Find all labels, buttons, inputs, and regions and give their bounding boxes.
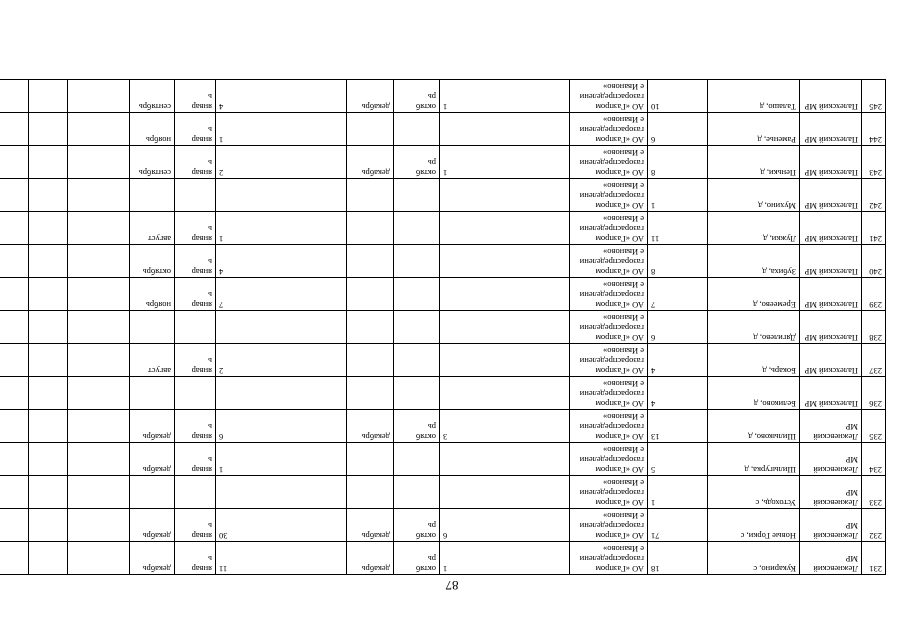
table-cell xyxy=(394,113,440,146)
table-cell: 1 xyxy=(440,80,570,113)
table-cell: АО «Газпром газораспределени е Иваново» xyxy=(570,179,648,212)
table-cell: октяб рь xyxy=(394,80,440,113)
table-cell xyxy=(0,212,29,245)
table-cell: 237 xyxy=(862,344,886,377)
table-cell: 2 xyxy=(216,344,347,377)
table-cell xyxy=(175,476,216,509)
table-cell xyxy=(394,344,440,377)
table-row xyxy=(0,443,886,476)
table-cell: 7 xyxy=(648,278,708,311)
table-cell xyxy=(29,443,68,476)
table-cell: октяб рь xyxy=(394,542,440,575)
table-cell xyxy=(29,179,68,212)
table-cell: октяб рь xyxy=(394,410,440,443)
table-cell: Раменье, д xyxy=(708,113,800,146)
table-cell: 6 xyxy=(440,509,570,542)
table-cell: 7 xyxy=(216,278,347,311)
table-cell xyxy=(29,344,68,377)
table-cell: декабрь xyxy=(130,443,175,476)
table-cell xyxy=(347,212,394,245)
table-cell: 71 xyxy=(648,509,708,542)
table-cell: 30 xyxy=(216,509,347,542)
table-cell: Палехский МР xyxy=(800,377,862,410)
table-cell xyxy=(394,212,440,245)
table-cell xyxy=(68,311,130,344)
table-cell: Палехский МР xyxy=(800,179,862,212)
table-cell: 8 xyxy=(648,245,708,278)
table-cell xyxy=(440,443,570,476)
table-cell xyxy=(29,476,68,509)
table-cell: 11 xyxy=(648,212,708,245)
table-cell: 6 xyxy=(216,410,347,443)
table-cell xyxy=(347,113,394,146)
table-cell: 240 xyxy=(862,245,886,278)
table-cell: Палехский МР xyxy=(800,245,862,278)
table-cell: АО «Газпром газораспределени е Иваново» xyxy=(570,344,648,377)
table-cell xyxy=(68,245,130,278)
table-cell: Зубиха, д xyxy=(708,245,800,278)
table-cell xyxy=(216,311,347,344)
table-cell xyxy=(68,278,130,311)
table-cell: Еремеево, д xyxy=(708,278,800,311)
table-cell xyxy=(175,377,216,410)
table-cell: 243 xyxy=(862,146,886,179)
table-cell: АО «Газпром газораспределени е Иваново» xyxy=(570,113,648,146)
table-cell: 242 xyxy=(862,179,886,212)
table-row xyxy=(0,113,886,146)
table-cell xyxy=(68,344,130,377)
table-cell xyxy=(0,377,29,410)
table-row xyxy=(0,542,886,575)
table-cell: ноябрь xyxy=(130,278,175,311)
table-cell: Новые Горки, с xyxy=(708,509,800,542)
table-cell: АО «Газпром газораспределени е Иваново» xyxy=(570,278,648,311)
table-cell: Лежневский МР xyxy=(800,443,862,476)
table-cell xyxy=(68,377,130,410)
table-cell: декабрь xyxy=(347,80,394,113)
table-cell: 232 xyxy=(862,509,886,542)
table-cell xyxy=(29,245,68,278)
table-cell xyxy=(394,443,440,476)
table-cell: АО «Газпром газораспределени е Иваново» xyxy=(570,311,648,344)
table-row xyxy=(0,146,886,179)
table-cell xyxy=(175,179,216,212)
table-cell: Палехский МР xyxy=(800,146,862,179)
table-cell xyxy=(440,344,570,377)
table-cell: Лежневский МР xyxy=(800,542,862,575)
table-cell: 6 xyxy=(648,311,708,344)
table-cell: январ ь xyxy=(175,212,216,245)
table-cell: Талашо, д xyxy=(708,80,800,113)
table-cell: 4 xyxy=(216,80,347,113)
table-cell: Лежневский МР xyxy=(800,509,862,542)
table-cell: Палехский МР xyxy=(800,278,862,311)
table-cell: 239 xyxy=(862,278,886,311)
table-cell: декабрь xyxy=(347,509,394,542)
table-cell: АО «Газпром газораспределени е Иваново» xyxy=(570,80,648,113)
table-cell xyxy=(0,311,29,344)
table-cell: 5 xyxy=(648,443,708,476)
table-row xyxy=(0,311,886,344)
table-cell xyxy=(0,476,29,509)
table-cell: октябрь xyxy=(130,245,175,278)
table-cell xyxy=(68,113,130,146)
table-body xyxy=(0,80,886,575)
table-cell: 1 xyxy=(216,443,347,476)
table-cell xyxy=(0,410,29,443)
table-cell xyxy=(130,311,175,344)
table-cell: АО «Газпром газораспределени е Иваново» xyxy=(570,212,648,245)
table-cell xyxy=(0,146,29,179)
table-cell: январ ь xyxy=(175,113,216,146)
table-cell xyxy=(394,179,440,212)
table-cell xyxy=(394,476,440,509)
table-cell: АО «Газпром газораспределени е Иваново» xyxy=(570,476,648,509)
table-cell: АО «Газпром газораспределени е Иваново» xyxy=(570,410,648,443)
table-cell: 1 xyxy=(216,113,347,146)
table-cell: 4 xyxy=(648,377,708,410)
table-cell: Шилыгурка, д xyxy=(708,443,800,476)
table-cell: октяб рь xyxy=(394,509,440,542)
table-cell: Кукарино, с xyxy=(708,542,800,575)
table-cell: 236 xyxy=(862,377,886,410)
table-cell xyxy=(68,476,130,509)
table-cell: Беликово, д xyxy=(708,377,800,410)
table-cell xyxy=(29,377,68,410)
table-cell xyxy=(68,146,130,179)
table-cell: январ ь xyxy=(175,542,216,575)
table-cell xyxy=(29,542,68,575)
table-cell xyxy=(347,377,394,410)
gasification-table xyxy=(0,79,886,575)
table-row xyxy=(0,212,886,245)
table-cell xyxy=(347,278,394,311)
table-cell: Лужки, д xyxy=(708,212,800,245)
table-cell xyxy=(0,443,29,476)
table-cell: 13 xyxy=(648,410,708,443)
table-cell: декабрь xyxy=(130,410,175,443)
table-cell: сентябрь xyxy=(130,146,175,179)
table-cell: 8 xyxy=(648,146,708,179)
table-cell: январ ь xyxy=(175,410,216,443)
table-cell xyxy=(175,311,216,344)
table-cell xyxy=(68,410,130,443)
table-cell: 10 xyxy=(648,80,708,113)
table-cell: сентябрь xyxy=(130,80,175,113)
table-cell: 11 xyxy=(216,542,347,575)
table-cell xyxy=(0,245,29,278)
table-cell xyxy=(347,344,394,377)
table-cell: декабрь xyxy=(130,509,175,542)
table-cell: ноябрь xyxy=(130,113,175,146)
table-cell: Палехский МР xyxy=(800,311,862,344)
table-cell xyxy=(347,476,394,509)
table-cell: 1 xyxy=(648,179,708,212)
table-cell: август xyxy=(130,344,175,377)
table-cell xyxy=(0,509,29,542)
table-cell xyxy=(347,443,394,476)
table-cell: 1 xyxy=(440,542,570,575)
table-cell: Лежневский МР xyxy=(800,476,862,509)
table-cell xyxy=(130,179,175,212)
table-cell: 1 xyxy=(648,476,708,509)
table-cell xyxy=(0,113,29,146)
table-cell: 3 xyxy=(440,410,570,443)
table-cell xyxy=(394,245,440,278)
table-cell xyxy=(29,278,68,311)
table-cell: 4 xyxy=(648,344,708,377)
table-cell xyxy=(0,278,29,311)
table-cell xyxy=(130,377,175,410)
table-row xyxy=(0,509,886,542)
table-cell xyxy=(394,377,440,410)
table-cell: 234 xyxy=(862,443,886,476)
table-cell: январ ь xyxy=(175,245,216,278)
table-cell: 235 xyxy=(862,410,886,443)
table-cell xyxy=(440,377,570,410)
table-cell: 1 xyxy=(216,212,347,245)
table-cell: Пеньки, д xyxy=(708,146,800,179)
table-cell xyxy=(68,542,130,575)
table-cell: январ ь xyxy=(175,443,216,476)
table-cell: Шилыково, д xyxy=(708,410,800,443)
table-cell xyxy=(0,542,29,575)
table-cell xyxy=(29,212,68,245)
table-cell: 18 xyxy=(648,542,708,575)
table-cell xyxy=(68,179,130,212)
table-cell: АО «Газпром газораспределени е Иваново» xyxy=(570,443,648,476)
table-cell: Дягилево, д xyxy=(708,311,800,344)
table-cell xyxy=(394,311,440,344)
table-cell: январ ь xyxy=(175,278,216,311)
table-cell: 244 xyxy=(862,113,886,146)
table-cell xyxy=(440,113,570,146)
table-cell xyxy=(29,146,68,179)
table-cell: Лежневский МР xyxy=(800,410,862,443)
table-cell xyxy=(216,377,347,410)
table-cell xyxy=(130,476,175,509)
table-cell xyxy=(394,278,440,311)
table-cell xyxy=(440,311,570,344)
table-cell: октяб рь xyxy=(394,146,440,179)
table-cell xyxy=(68,443,130,476)
table-cell xyxy=(347,179,394,212)
table-row xyxy=(0,278,886,311)
table-cell xyxy=(440,212,570,245)
table-cell: декабрь xyxy=(347,146,394,179)
table-cell: АО «Газпром газораспределени е Иваново» xyxy=(570,146,648,179)
table-cell: 241 xyxy=(862,212,886,245)
page-number: 87 xyxy=(445,578,459,593)
table-cell xyxy=(0,80,29,113)
table-cell xyxy=(440,278,570,311)
table-cell xyxy=(68,80,130,113)
table-row xyxy=(0,179,886,212)
table-cell: декабрь xyxy=(347,410,394,443)
table-cell: Мухино, д xyxy=(708,179,800,212)
table-cell: АО «Газпром газораспределени е Иваново» xyxy=(570,377,648,410)
table-cell xyxy=(29,509,68,542)
table-cell: Бокарь, д xyxy=(708,344,800,377)
table-cell: декабрь xyxy=(130,542,175,575)
table-row xyxy=(0,410,886,443)
table-cell xyxy=(440,179,570,212)
table-cell: 1 xyxy=(440,146,570,179)
table-cell xyxy=(29,311,68,344)
table-cell xyxy=(29,80,68,113)
table-cell xyxy=(29,410,68,443)
table-cell: январ ь xyxy=(175,344,216,377)
table-cell: 4 xyxy=(216,245,347,278)
table-cell xyxy=(216,476,347,509)
table-row xyxy=(0,476,886,509)
table-cell xyxy=(68,212,130,245)
table-cell xyxy=(347,311,394,344)
table-cell: 6 xyxy=(648,113,708,146)
table-row xyxy=(0,80,886,113)
table-cell: АО «Газпром газораспределени е Иваново» xyxy=(570,509,648,542)
table-cell: декабрь xyxy=(347,542,394,575)
table-cell: 233 xyxy=(862,476,886,509)
table-row xyxy=(0,344,886,377)
table-row xyxy=(0,377,886,410)
table-cell: Палехский МР xyxy=(800,344,862,377)
table-row xyxy=(0,245,886,278)
table-cell xyxy=(0,344,29,377)
table-cell: 231 xyxy=(862,542,886,575)
table-cell: Устоходь, с xyxy=(708,476,800,509)
table-cell: 238 xyxy=(862,311,886,344)
table-cell: январ ь xyxy=(175,80,216,113)
table-cell: 2 xyxy=(216,146,347,179)
table-cell xyxy=(440,476,570,509)
table-cell: январ ь xyxy=(175,509,216,542)
table-cell: 245 xyxy=(862,80,886,113)
table-cell xyxy=(440,245,570,278)
table-cell: январ ь xyxy=(175,146,216,179)
table-cell: август xyxy=(130,212,175,245)
table-cell xyxy=(216,179,347,212)
table-cell xyxy=(347,245,394,278)
table-cell: АО «Газпром газораспределени е Иваново» xyxy=(570,245,648,278)
table-cell: АО «Газпром газораспределени е Иваново» xyxy=(570,542,648,575)
table-cell: Палехский МР xyxy=(800,80,862,113)
table-cell xyxy=(68,509,130,542)
table-cell xyxy=(0,179,29,212)
table-cell: Палехский МР xyxy=(800,212,862,245)
table-cell: Палехский МР xyxy=(800,113,862,146)
table-cell xyxy=(29,113,68,146)
